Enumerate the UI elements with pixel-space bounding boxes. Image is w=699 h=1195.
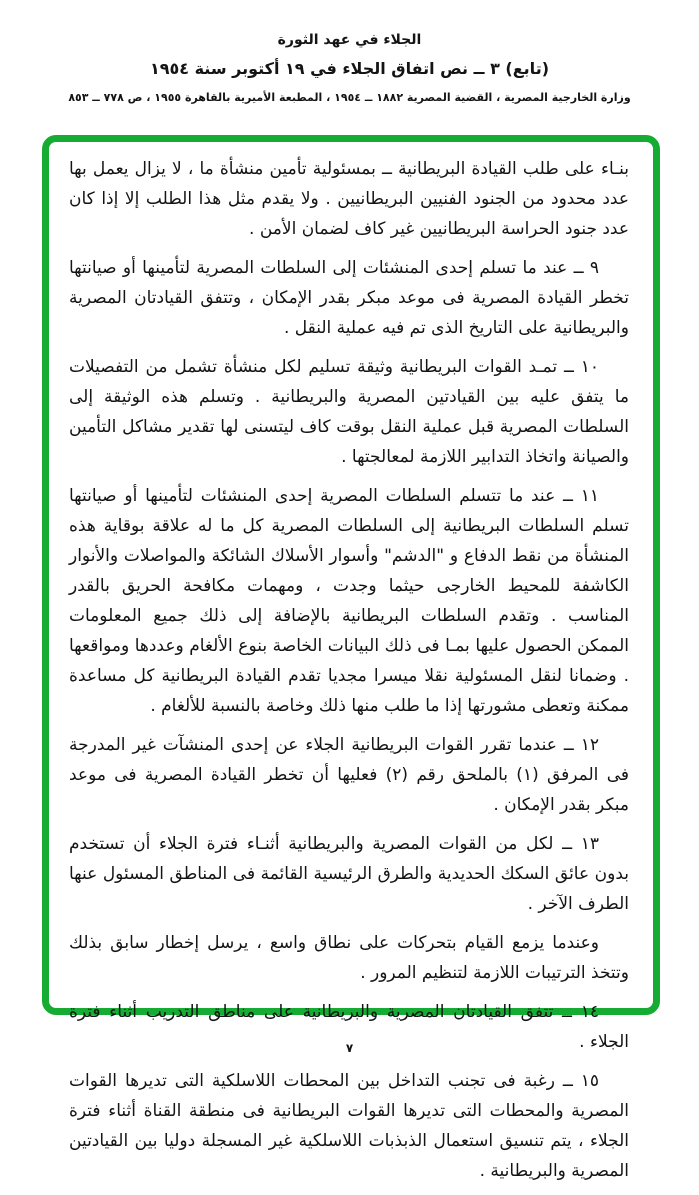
paragraph-item-11: ١١ ــ عند ما تتسلم السلطات المصرية إحدى المنشئات لتأمينها أو صيانتها تسلم السلطات البريطانية إلى السلطات المصرية كل ما له علاقة بوقاية هذه المنشأة من نقط الدفاع و "الدشم" وأسوار الأسلاك الشائكة والمواصلات والأنوار الكاشفة للمحيط الخارجى حيثما وجدت ، ومهمات مكافحة الحريق بالقدر المناسب . وتقدم السلطات البريطانية بالإضافة إلى ذلك جميع المعلومات الممكن الحصول عليها بمـا فى ذلك البيانات الخاصة بنوع الألغام وعددها ومواقعها . وضمانا لنقل المسئولية نقلا ميسرا مجديا تقدم القيادة البريطانية كل مساعدة ممكنة وتعطى مشورتها إذا ما طلب منها ذلك وخاصة بالنسبة للألغام . <box>69 486 629 716</box>
paragraph-item-13: ١٣ ــ لكل من القوات المصرية والبريطانية أثنـاء فترة الجلاء أن تستخدم بدون عائق السكك الحديدية والطرق الرئيسية القائمة فى المناطق المسئول عنها الطرف الآخر . <box>69 834 629 914</box>
highlight-box <box>42 135 660 1181</box>
paragraph-item-12: ١٢ ــ عندما تقرر القوات البريطانية الجلاء عن إحدى المنشآت غير المدرجة فى المرفق (١) بالملحق رقم (٢) فعليها أن تخطر القيادة المصرية فى موعد مبكر بقدر الإمكان . <box>69 735 629 815</box>
paragraph-item-14: ١٤ ــ تتفق القيادتان المصرية والبريطانية على مناطق التدريب أثناء فترة الجلاء . <box>69 1002 629 1052</box>
paragraph-item-9: ٩ ــ عند ما تسلم إحدى المنشئات إلى السلطات المصرية لتأمينها أو صيانتها تخطر القيادة المصرية فى موعد مبكر بقدر الإمكان ، وتتفق القيادتان المصرية والبريطانية على التاريخ الذى تم فيه عملية النقل . <box>69 258 629 338</box>
page-number: ٧ <box>345 1041 354 1055</box>
paragraph-continuation: بنـاء على طلب القيادة البريطانية ــ بمسئولية تأمين منشأة ما ، لا يزال يعمل بها عدد محدود من الجنود الفنيين البريطانيين . ولا يقدم مثل هذا الطلب إلا إذا كان عدد جنود الحراسة البريطانيين غير كاف لضمان الأمن . <box>69 159 629 239</box>
page-title: الجلاء في عهد الثورة <box>277 32 422 48</box>
page-subtitle: (تابع) ٣ ــ نص اتفاق الجلاء في ١٩ أكتوبر سنة ١٩٥٤ <box>149 59 550 78</box>
paragraph-item-15: ١٥ ــ رغبة فى تجنب التداخل بين المحطات اللاسلكية التى تديرها القوات المصرية والمحطات التى تديرها القوات البريطانية فى منطقة القناة أثناء فترة الجلاء ، يتم تنسيق استعمال الذبذبات اللاسلكية غير المسجلة دوليا بين القيادتين المصرية والبريطانية . <box>69 1071 629 1181</box>
paragraph-item-10: ١٠ ــ تمـد القوات البريطانية وثيقة تسليم لكل منشأة تشمل من التفصيلات ما يتفق عليه بين القيادتين المصرية والبريطانية . وتسلم هذه الوثيقة إلى السلطات المصرية قبل عملية النقل بوقت كاف ليتسنى لها تقدير مشاكل التأمين والصيانة واتخاذ التدابير اللازمة لمعالجتها . <box>69 357 629 467</box>
paragraph-traffic-note: وعندما يزمع القيام بتحركات على نطاق واسع ، يرسل إخطار سابق بذلك وتتخذ الترتيبات اللازمة لتنظيم المرور . <box>69 933 629 983</box>
source-citation: وزارة الخارجية المصرية ، القضية المصرية ١٨٨٢ ــ ١٩٥٤ ، المطبعة الأميرية بالقاهرة ١٩٥٥ ، ص ٧٧٨ ــ ٨٥٣ <box>68 91 631 104</box>
page-header <box>0 32 699 104</box>
document-body <box>69 154 629 1195</box>
